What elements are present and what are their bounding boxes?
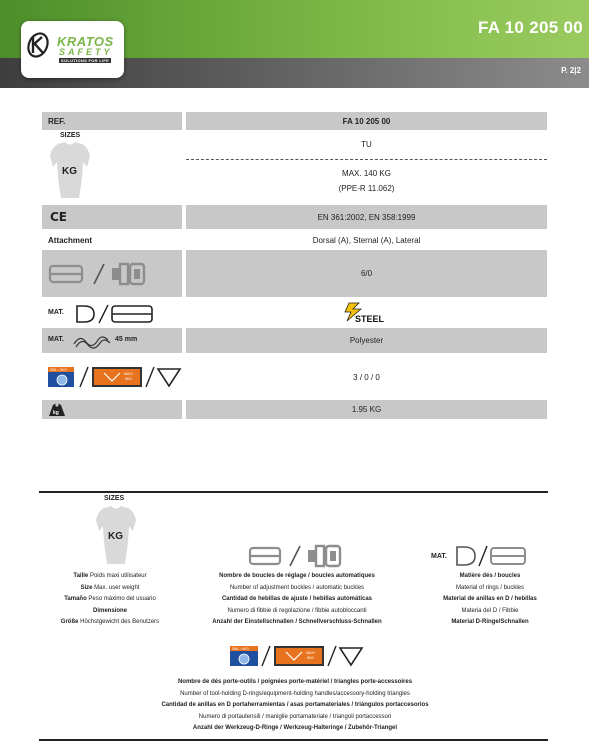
size-value: TU xyxy=(186,132,547,156)
svg-text:SWL = 5KG: SWL = 5KG xyxy=(232,647,249,651)
sizes-label: SIZES xyxy=(60,132,81,139)
legend-tool-holder-icons xyxy=(228,644,364,668)
dashed-divider xyxy=(186,159,547,160)
legend-bottom-divider xyxy=(39,739,548,741)
logo-tagline: SOLUTIONS FOR LIFE xyxy=(61,58,110,63)
attachment-label: Attachment xyxy=(42,231,182,249)
attachment-value: Dorsal (A), Sternal (A), Lateral xyxy=(186,231,547,249)
ce-mark-icon: CE xyxy=(50,210,68,224)
svg-text:MAXI: MAXI xyxy=(124,372,133,376)
page-number: P. 2|2 xyxy=(561,66,581,75)
material-icons xyxy=(74,303,158,325)
logo-brand: KRATOS xyxy=(57,34,114,49)
automatic-buckle-icon xyxy=(112,264,144,284)
material-value-cell xyxy=(186,299,547,327)
standard-value: EN 361:2002, EN 358:1999 xyxy=(186,205,547,229)
webbing-icon xyxy=(72,332,112,350)
tool-holder-icons xyxy=(46,365,186,389)
ref-value: FA 10 205 00 xyxy=(186,112,547,130)
webbing-width: 45 mm xyxy=(115,336,138,343)
product-code-title: FA 10 205 00 xyxy=(477,18,583,37)
tool-holder-cell xyxy=(42,355,182,399)
svg-text:5KG: 5KG xyxy=(307,656,315,660)
webbing-cell xyxy=(42,328,182,353)
material-label: MAT. xyxy=(48,309,64,316)
ce-cell xyxy=(42,205,182,229)
material-cell xyxy=(42,299,182,327)
svg-text:MAXI: MAXI xyxy=(306,651,315,655)
legend-material-text: Matière dés / boucles Material of rings / buckles Material de anillas en D / hebillas Materia del D / Fibbie Material D-Ringe/Schnallen xyxy=(443,573,537,625)
steel-icon xyxy=(339,301,395,325)
webbing-label: MAT. xyxy=(48,336,64,343)
kratos-k-icon xyxy=(27,31,49,59)
legend-kg-label: KG xyxy=(108,531,123,542)
svg-text:5KG: 5KG xyxy=(125,377,133,381)
legend-top-divider xyxy=(39,491,548,493)
product-weight-icon xyxy=(48,402,66,417)
buckle-icons xyxy=(48,262,160,286)
ref-label: REF. xyxy=(42,112,182,130)
buckles-value: 6/0 xyxy=(186,250,547,297)
legend-buckle-icons xyxy=(248,544,348,568)
legend-mat-label: MAT. xyxy=(431,553,447,560)
svg-text:SWL = 5KG: SWL = 5KG xyxy=(50,368,67,372)
svg-text:kg: kg xyxy=(53,410,59,416)
logo-sub: SAFETY xyxy=(59,47,113,57)
poids-value: 1.95 KG xyxy=(186,400,547,419)
legend-sizes-text: Taille Poids maxi utilisateur Size Max. user weight Tamaño Peso máximo del usuario Dimensione Größe Höchstgewicht des Benutzers xyxy=(60,573,160,625)
weight-value: MAX. 140 KG xyxy=(186,166,547,180)
legend-buckles-text: Nombre de boucles de réglage / boucles automatiques Number of adjustment buckles / automatic buckles Cantidad de hebillas de ajuste / hebillas automáticas Numero di fibbie di regolazione / fibbie autobloccanti Anzahl der Einstellschnallen / Schnellverschluss-Schnallen xyxy=(212,573,382,625)
kg-label: KG xyxy=(62,166,77,177)
tool-holder-value: 3 / 0 / 0 xyxy=(186,355,547,399)
sizes-cell xyxy=(42,130,182,202)
weight-cell xyxy=(42,400,182,419)
svg-text:STEEL: STEEL xyxy=(354,314,384,324)
legend-tool-holder-text: Nombre de dés porte-outils / poignées porte-matériel / triangles porte-accessoires Number of tool-holding D-rings/equipment-holding handles/accessory-holding triangles Cantidad de anillas en D portaherramientas / asas portamateriales / triángulos portaccesorios Numero di portautensili / maniglie portamateriale / triangoli portaccessori Anzahl der Werkzeug-D-Ringe / Werkzeug-Halteringe / Zubehör-Triangel xyxy=(161,679,429,731)
legend-material-icons xyxy=(454,544,528,568)
d-ring-icon xyxy=(77,306,94,322)
kratos-logo xyxy=(21,21,124,78)
triangle-icon xyxy=(158,369,180,386)
weight-standard: (PPE-R 11.062) xyxy=(186,181,547,195)
webbing-value: Polyester xyxy=(186,328,547,353)
buckles-cell xyxy=(42,250,182,297)
legend-sizes-label: SIZES xyxy=(104,495,125,502)
